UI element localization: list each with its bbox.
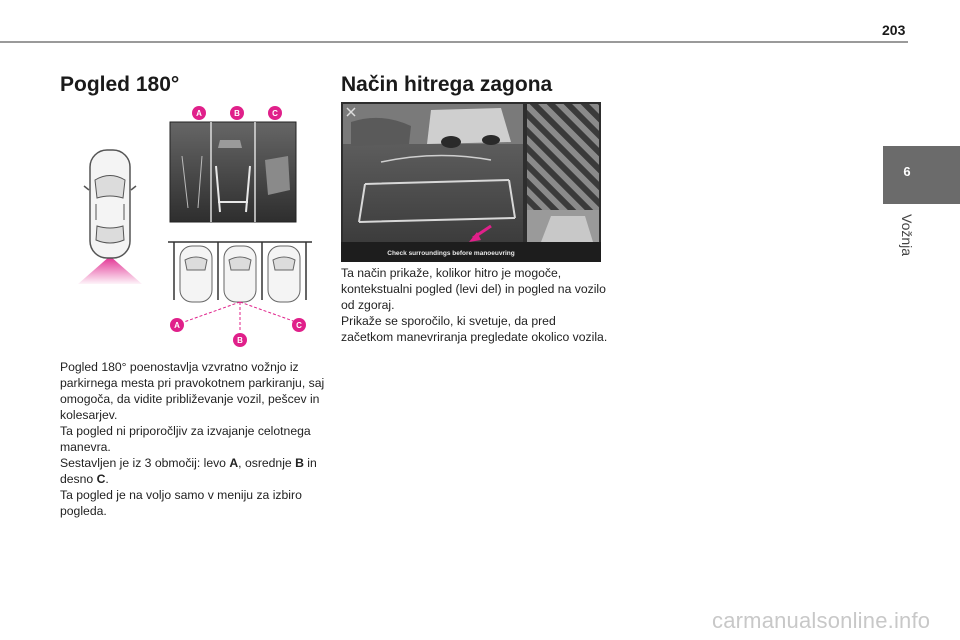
- header-rule: [0, 41, 908, 43]
- left-paragraph-1: Pogled 180° poenostavlja vzvratno vožnjo iz parkirnega mesta pri pravokotnem parkiranju, saj omogoča, da vidite približevanje vozil, pešcev in kolesarjev.: [60, 360, 325, 422]
- screen-preview: [170, 122, 296, 222]
- left-paragraph-2: Ta pogled ni priporočljiv za izvajanje celotnega manevra.: [60, 424, 311, 454]
- label-c-bottom: C: [296, 321, 302, 330]
- left-paragraph-4: Ta pogled je na voljo samo v meniju za izbiro pogleda.: [60, 488, 302, 518]
- zones-sentence: Sestavljen je iz 3 območij: levo A, osrednje B in desno C.: [60, 456, 317, 486]
- section-title-quick-start: Način hitrega zagona: [341, 73, 553, 96]
- label-b-bottom: B: [237, 336, 243, 345]
- watermark: carmanualsonline.info: [712, 608, 931, 633]
- view-dashed-lines: [184, 302, 296, 332]
- view-180-diagram: [60, 100, 330, 350]
- label-b-top: B: [234, 109, 240, 118]
- right-body-text: [341, 265, 611, 345]
- chapter-title-vertical: [897, 214, 917, 274]
- right-paragraph-1: Ta način prikaže, kolikor hitro je mogoče, kontekstualni pogled (levi del) in pogled na vozilo od zgoraj.: [341, 266, 606, 312]
- rear-view-fan: [78, 256, 142, 284]
- car-topview-icon: [78, 150, 142, 284]
- page-number: 203: [882, 22, 906, 38]
- camera-warning-message: Check surroundings before manoeuvring: [387, 250, 515, 257]
- chapter-number: 6: [903, 164, 911, 179]
- chapter-tab[interactable]: [883, 146, 960, 204]
- label-c-top: C: [272, 109, 278, 118]
- parked-car-icon: [180, 246, 300, 302]
- chapter-title: Vožnja: [899, 214, 915, 257]
- right-paragraph-2: Prikaže se sporočilo, ki svetuje, da pred začetkom manevriranja pregledate okolico vozila.: [341, 314, 608, 344]
- label-a-top: A: [196, 109, 202, 118]
- label-a-bottom: A: [174, 321, 180, 330]
- camera-view-image: [341, 102, 601, 262]
- left-body-text: [60, 359, 328, 519]
- section-title-180-view: Pogled 180°: [60, 73, 180, 96]
